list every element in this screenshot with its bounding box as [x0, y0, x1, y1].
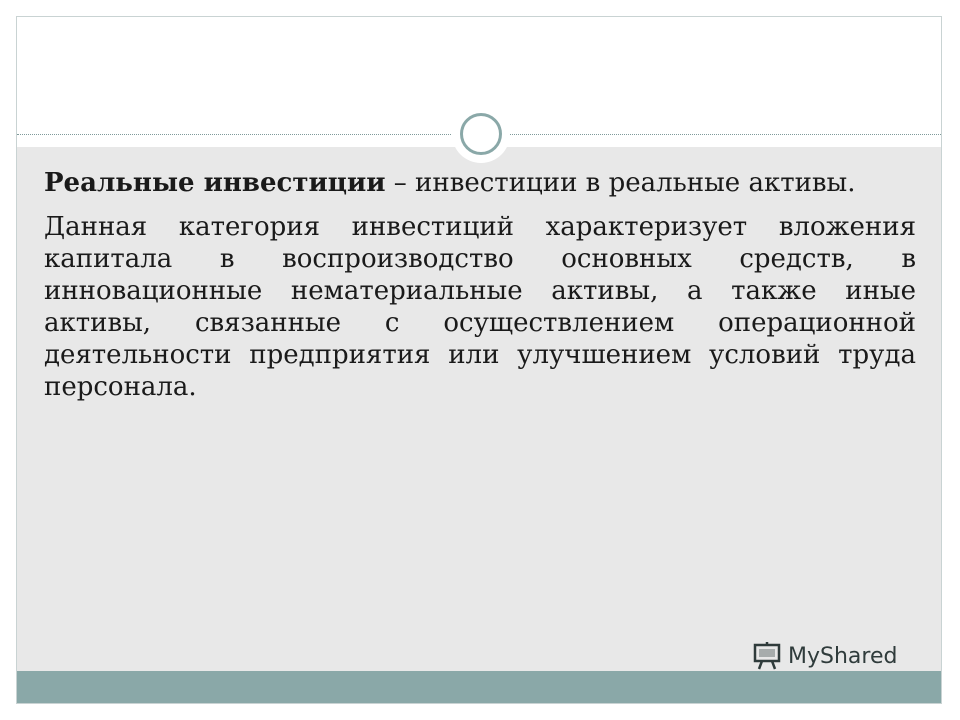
divider-circle-ornament [460, 113, 502, 155]
definition-text: – инвестиции в реальные активы. [385, 168, 856, 198]
footer-band [17, 671, 941, 704]
presentation-board-icon [752, 641, 782, 671]
description-paragraph: Данная категория инвестиций характеризует вложения капитала в воспроизводство основных средств, в инновационные нематериальные активы, а также иные активы, связанные с осуществлением операционной деятельности предприятия или улучшением условий труда персонала. [44, 212, 916, 402]
slide-frame [16, 16, 942, 704]
watermark-text: MyShared [788, 643, 898, 669]
definition-term: Реальные инвестиции [44, 168, 386, 198]
slide-content [44, 167, 916, 415]
definition-paragraph [44, 167, 916, 199]
watermark-logo [752, 640, 897, 672]
